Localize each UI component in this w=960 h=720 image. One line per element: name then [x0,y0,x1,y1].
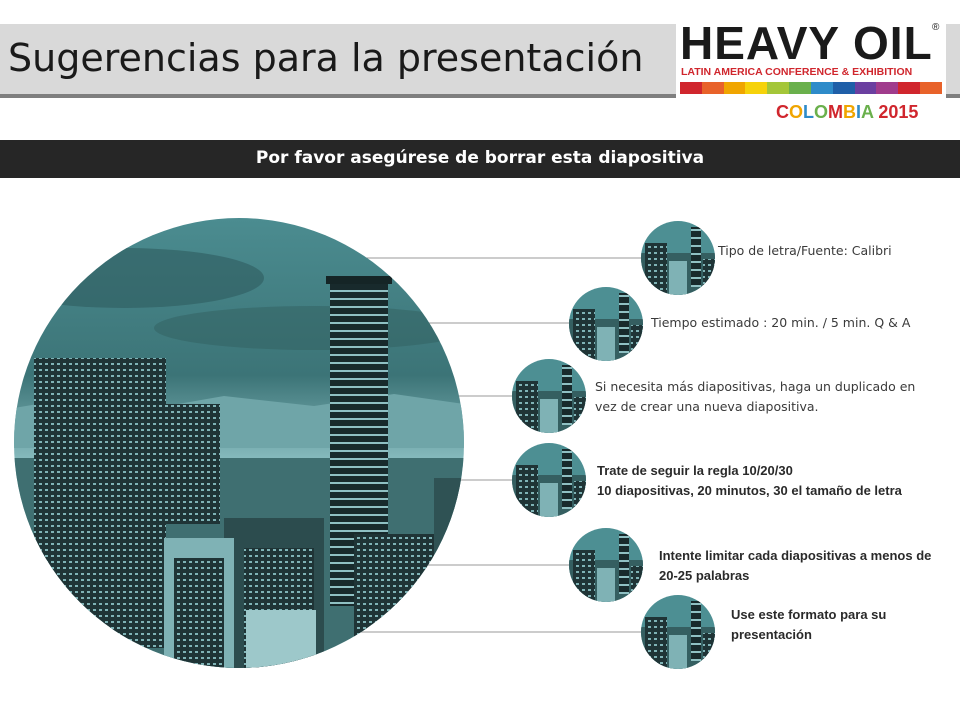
logo-main-text: HEAVY OIL [680,17,933,69]
banner-text: Por favor asegúrese de borrar esta diapositiva [255,148,705,168]
logo-subtitle: LATIN AMERICA CONFERENCE & EXHIBITION [681,66,913,78]
city-skyline-photo [14,218,464,668]
tip-line: presentación [731,627,812,642]
tip-line: Intente limitar cada diapositivas a menos de [659,548,932,563]
tip-line: 20-25 palabras [659,568,750,583]
tip-text [718,241,892,261]
tip-line: Trate de seguir la regla 10/20/30 [597,463,793,478]
tip-bubble-image [641,595,715,669]
tip-line: 10 diapositivas, 20 minutos, 30 el tamaño de letra [597,483,902,498]
tip-bubble-image [569,528,643,602]
tip-text [651,313,910,333]
logo-registered-mark: ® [932,22,940,33]
logo-country-letter: L [803,102,815,122]
logo-country-letter: I [856,102,862,122]
logo-country-letter: O [814,102,829,122]
tip-bubble-image [512,359,586,433]
logo-year: 2015 [873,102,919,122]
tip-line: vez de crear una nueva diapositiva. [595,399,819,414]
tip-text [659,546,931,586]
logo-country-letter: B [843,102,857,122]
logo-country-letter: A [861,102,874,122]
tip-text [595,377,915,417]
tip-line: Tipo de letra/Fuente: Calibri [718,243,892,258]
logo-country-letter: C [776,102,789,122]
logo-country-letter: O [789,102,804,122]
logo-country-letter: M [828,102,844,122]
tip-text [731,605,886,645]
tip-text [597,461,902,501]
tip-bubble-image [641,221,715,295]
tip-line: Tiempo estimado : 20 min. / 5 min. Q & A [651,315,911,330]
tip-bubble-image [569,287,643,361]
tip-line: Use este formato para su [731,607,887,622]
tip-line: Si necesita más diapositivas, haga un duplicado en [595,379,916,394]
slide-title: Sugerencias para la presentación [8,36,644,80]
tip-bubble-image [512,443,586,517]
